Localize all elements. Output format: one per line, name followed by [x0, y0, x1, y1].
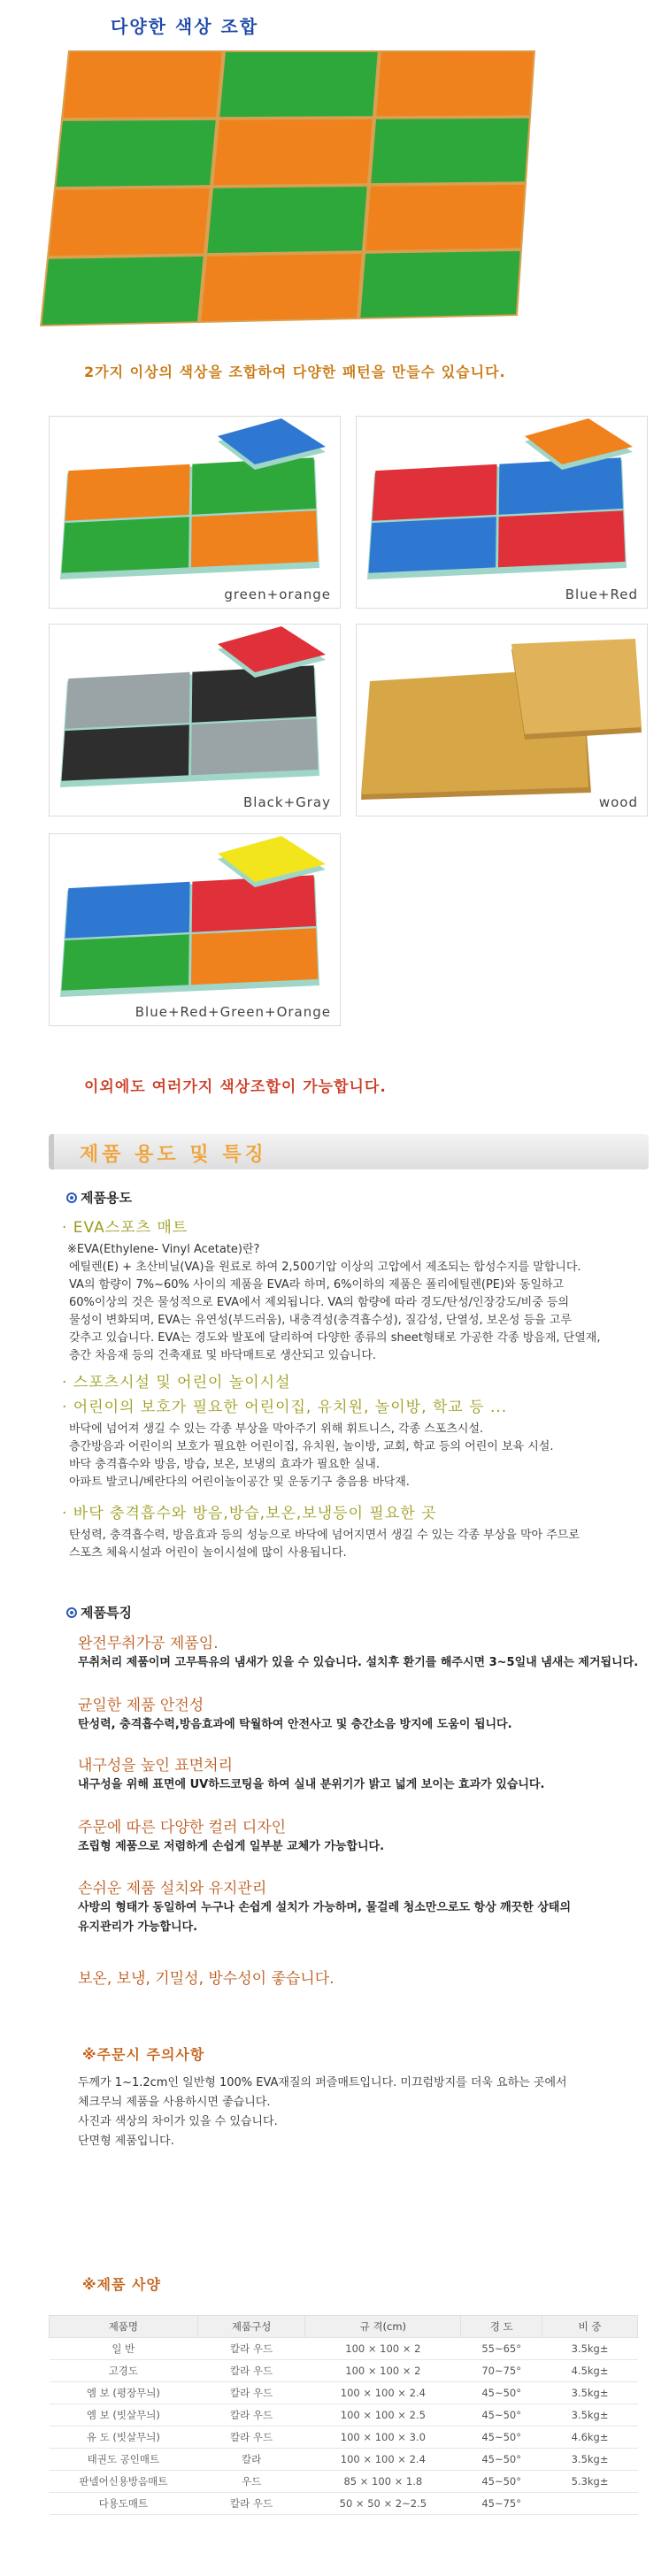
spec-row — [50, 2360, 638, 2382]
feature-desc: 유지관리가 가능합니다. — [78, 1920, 198, 1934]
feature-desc: 탄성력, 충격흡수력,방음효과에 탁월하여 안전사고 및 층간소음 방지에 도움이 됩니다. — [78, 1718, 512, 1731]
spec-cell: 45~50° — [461, 2449, 542, 2471]
spec-cell — [542, 2493, 638, 2515]
target-bullet-icon — [66, 1192, 77, 1203]
spec-cell: 100 × 100 × 2.4 — [305, 2382, 461, 2404]
features-banner — [49, 1134, 649, 1169]
spec-header: 경 도 — [461, 2316, 542, 2338]
spec-cell: 일 반 — [50, 2338, 198, 2360]
spec-cell: 100 × 100 × 2.5 — [305, 2404, 461, 2426]
spec-header: 제품명 — [50, 2316, 198, 2338]
features-banner-title: 제품 용도 및 특징 — [80, 1144, 267, 1166]
spec-cell: 판넬어신용방음매트 — [50, 2471, 198, 2493]
combo-wood — [356, 624, 648, 816]
mat-piece — [65, 882, 190, 939]
mat-piece — [65, 672, 190, 729]
mat-piece — [525, 418, 633, 464]
spec-row — [50, 2426, 638, 2449]
spec-header: 제품구성 — [197, 2316, 305, 2338]
spec-cell: 50 × 50 × 2~2.5 — [305, 2493, 461, 2515]
mat-piece — [49, 188, 209, 256]
feature-desc: 무취처리 제품이며 고무특유의 냄새가 있을 수 있습니다. 설치후 환기를 해주시면 3~5일내 냄새는 제거됩니다. — [78, 1656, 639, 1669]
mat-wood-image — [357, 625, 649, 817]
spec-row — [50, 2404, 638, 2426]
combo-label: Black+Gray — [242, 794, 331, 810]
mat-black-gray-image — [50, 625, 342, 817]
spec-row — [50, 2338, 638, 2360]
mat-piece — [191, 510, 319, 567]
spec-cell: 칼라 우드 — [197, 2338, 305, 2360]
mat-piece — [62, 934, 189, 990]
hero-mat-image — [40, 50, 540, 326]
mat-piece — [62, 517, 189, 572]
feature-title: 주문에 따른 다양한 컬러 디자인 — [78, 1819, 287, 1836]
floor-description: 탄성력, 충격흡수력, 방음효과 등의 성능으로 바닥에 넘어지면서 생길 수 있는 각종 부상을 막아 주므로 스포츠 체육시설과 어린이 놀이시설에 많이 사용됩니다. — [69, 1529, 580, 1560]
spec-cell: 45~50° — [461, 2382, 542, 2404]
spec-cell: 태권도 공인매트 — [50, 2449, 198, 2471]
spec-row — [50, 2449, 638, 2471]
mat-piece — [371, 119, 528, 183]
spec-cell: 4.5kg± — [542, 2360, 638, 2382]
spec-cell: 칼라 우드 — [197, 2426, 305, 2449]
mat-piece — [207, 187, 366, 253]
order-notice-body: 두께가 1~1.2cm인 일반형 100% EVA재질의 퍼즐매트입니다. 미끄럼방지를 더욱 요하는 곳에서 체크무늬 제품을 사용하시면 좋습니다. 사진과 색상의 차이가 있을 수 있습니다. 단면형 제품입니다. — [78, 2076, 567, 2148]
feature-desc: 조립형 제품으로 저렴하게 손쉽게 일부분 교체가 가능합니다. — [78, 1840, 385, 1853]
spec-title: ※제품 사양 — [82, 2276, 161, 2293]
spec-cell: 100 × 100 × 2.4 — [305, 2449, 461, 2471]
spec-row — [50, 2382, 638, 2404]
kids-description: 바닥에 넘어져 생길 수 있는 각종 부상을 막아주기 위해 휘트니스, 각종 스포츠시설. 층간방음과 어린이의 보호가 필요한 어린이집, 유치원, 놀이방, 교회, 학교 등의 어린이 보육 시설. 바닥 충격흡수와 방음, 방습, 보온, 보냉의 효과가 필요한 실내. 아파트 발코니/베란다의 어린이놀이공간 및 운동기구 충음용 바닥재. — [69, 1422, 554, 1489]
spec-cell: 칼라 우드 — [197, 2493, 305, 2515]
spec-cell: 칼라 — [197, 2449, 305, 2471]
kids-title: · 어린이의 보호가 필요한 어린이집, 유치원, 놀이방, 학교 등 ... — [62, 1399, 508, 1416]
spec-cell: 45~50° — [461, 2404, 542, 2426]
features-heading: 제품특징 — [66, 1603, 132, 1622]
spec-row — [50, 2471, 638, 2493]
spec-cell: 85 × 100 × 1.8 — [305, 2471, 461, 2493]
hero-title: 다양한 색상 조합 — [111, 16, 259, 37]
mat-piece — [376, 52, 534, 116]
mat-piece — [219, 52, 377, 117]
spec-cell: 엠 보 (평장무늬) — [50, 2382, 198, 2404]
mat-piece — [213, 119, 372, 185]
combo-label: green+orange — [224, 586, 331, 602]
spec-header: 비 중 — [542, 2316, 638, 2338]
combo-blue-red — [356, 416, 648, 609]
mat-piece — [218, 836, 326, 882]
mat-piece — [42, 257, 203, 325]
feature-title: 균일한 제품 안전성 — [78, 1697, 204, 1714]
mat-piece — [218, 626, 326, 672]
mat-piece — [63, 52, 221, 118]
spec-cell: 3.5kg± — [542, 2449, 638, 2471]
spec-cell: 엠 보 (빗살무늬) — [50, 2404, 198, 2426]
spec-table — [49, 2315, 638, 2515]
spec-cell: 100 × 100 × 3.0 — [305, 2426, 461, 2449]
spec-cell: 45~50° — [461, 2426, 542, 2449]
hero-caption: 2가지 이상의 색상을 조합하여 다양한 패턴을 만들수 있습니다. — [84, 364, 506, 380]
combo-black-gray — [49, 624, 341, 816]
mat-green-orange-image — [50, 417, 342, 610]
spec-cell: 칼라 우드 — [197, 2382, 305, 2404]
usage-heading: 제품용도 — [66, 1188, 132, 1207]
spec-cell: 55~65° — [461, 2338, 542, 2360]
combo-label: wood — [598, 794, 638, 810]
mat-piece — [62, 724, 189, 780]
feature-title: 내구성을 높인 표면처리 — [78, 1757, 234, 1775]
mat-piece — [65, 464, 190, 521]
mat-piece — [373, 464, 497, 521]
spec-cell: 45~75° — [461, 2493, 542, 2515]
mat-piece — [369, 517, 496, 572]
eva-description: ※EVA(Ethylene- Vinyl Acetate)란? 에틸렌(E) + 초산비닐(VA)을 원료로 하여 2,500기압 이상의 고압에서 제조되는 합성수지를 말합니다. VA의 함량이 7%~60% 사이의 제품을 EVA라 하며, 6%이하의 제품은 폴리에틸렌(PE)와 동일하고 60%이상의 것은 물성적으로 EVA에서 제외됩니다. VA의 함량에 따라 경도/탄성/인장강도/비중 등의 물성이 변화되며, EVA는 유연성(부드러움), 내충격성(충격흡수성), 질감성, 단열성, 보온성 등을 고루 갖추고 있습니다. EVA는 경도와 발포에 달리하여 다양한 종류의 sheet형태로 가공한 각종 방음재, 단열재, 층간 차음재 등의 건축재료 및 바닥매트로 생산되고 있습니다. — [67, 1243, 601, 1362]
spec-cell: 3.5kg± — [542, 2338, 638, 2360]
spec-cell: 100 × 100 × 2 — [305, 2338, 461, 2360]
mat-piece — [56, 120, 215, 187]
spec-cell: 칼라 우드 — [197, 2360, 305, 2382]
spec-cell: 100 × 100 × 2 — [305, 2360, 461, 2382]
feature-desc: 내구성을 위해 표면에 UV하드코팅을 하여 실내 분위기가 밝고 넓게 보이는 효과가 있습니다. — [78, 1778, 545, 1791]
floor-title: · 바닥 충격흡수와 방음,방습,보온,보냉등이 필요한 곳 — [62, 1505, 437, 1522]
spec-header-row — [50, 2316, 638, 2338]
spec-cell: 유 도 (빗살무늬) — [50, 2426, 198, 2449]
eva-title: · EVA스포츠 매트 — [62, 1219, 188, 1237]
combo-label: Blue+Red — [565, 586, 638, 602]
mat-piece — [191, 718, 319, 775]
spec-row — [50, 2493, 638, 2515]
mat-piece — [218, 418, 326, 464]
feature-title: 완전무취가공 제품임. — [78, 1635, 219, 1652]
spec-cell: 고경도 — [50, 2360, 198, 2382]
mat-piece — [511, 639, 642, 734]
spec-cell: 70~75° — [461, 2360, 542, 2382]
spec-cell: 3.5kg± — [542, 2382, 638, 2404]
spec-cell: 45~50° — [461, 2471, 542, 2493]
mat-four-color-image — [50, 834, 342, 1027]
spec-cell: 3.5kg± — [542, 2404, 638, 2426]
feature-extra: 보온, 보냉, 기밀성, 방수성이 좋습니다. — [78, 1970, 334, 1988]
feature-desc: 사방의 형태가 동일하여 누구나 손쉽게 설치가 가능하며, 물걸레 청소만으로도 항상 깨끗한 상태의 — [78, 1901, 572, 1914]
mat-blue-red-image — [357, 417, 649, 610]
mat-piece — [201, 254, 361, 321]
combo-four-color — [49, 833, 341, 1026]
combo-green-orange — [49, 416, 341, 609]
mat-piece — [498, 510, 626, 567]
spec-cell: 5.3kg± — [542, 2471, 638, 2493]
combo-label: Blue+Red+Green+Orange — [135, 1004, 331, 1020]
spec-cell: 칼라 우드 — [197, 2404, 305, 2426]
sports-title: · 스포츠시설 및 어린이 놀이시설 — [62, 1374, 291, 1392]
combos-note: 이외에도 여러가지 색상조합이 가능합니다. — [84, 1078, 387, 1096]
mat-piece — [365, 185, 524, 250]
spec-cell: 다용도매트 — [50, 2493, 198, 2515]
order-notice-title: ※주문시 주의사항 — [82, 2046, 205, 2063]
spec-header: 규 격(cm) — [305, 2316, 461, 2338]
feature-title: 손쉬운 제품 설치와 유지관리 — [78, 1880, 267, 1898]
spec-cell: 우드 — [197, 2471, 305, 2493]
mat-piece — [360, 251, 519, 318]
mat-piece — [191, 928, 319, 985]
target-bullet-icon — [66, 1607, 77, 1618]
spec-cell: 4.6kg± — [542, 2426, 638, 2449]
